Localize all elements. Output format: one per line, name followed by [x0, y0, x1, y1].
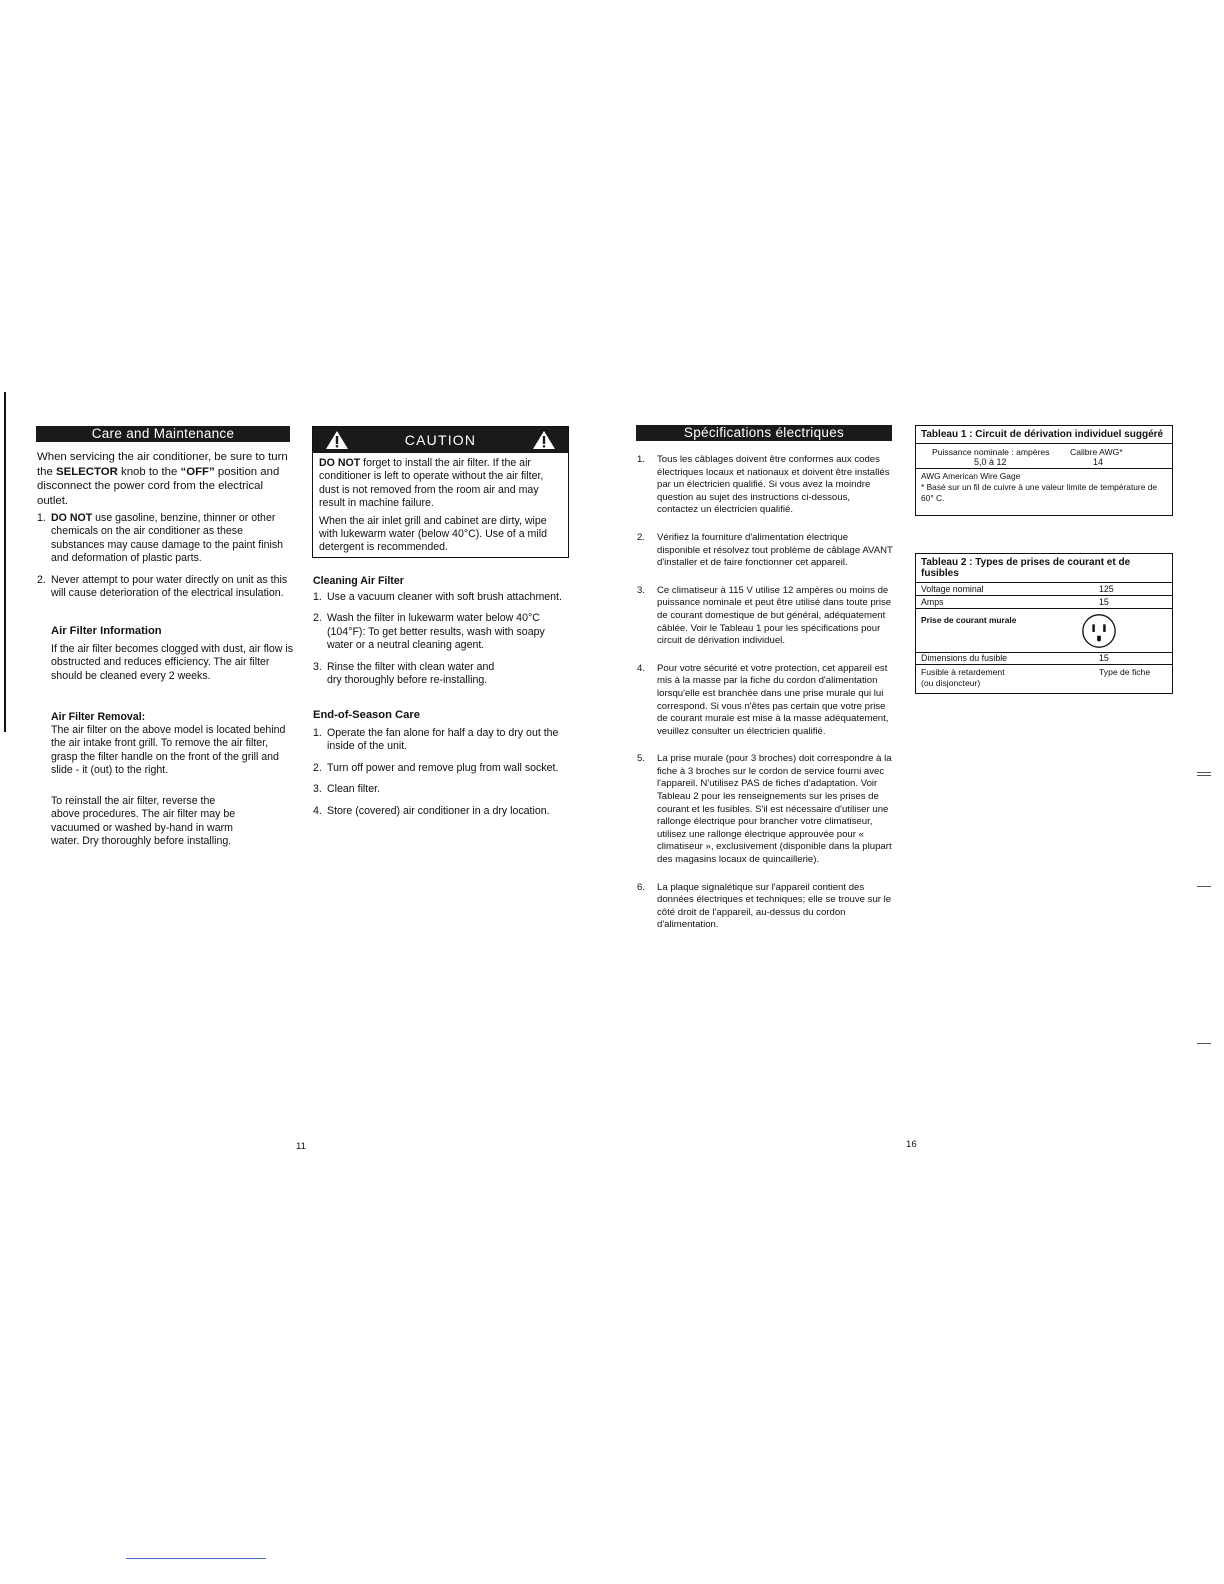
caution-bold: DO NOT: [319, 457, 361, 469]
table-1-col2-value: 14: [1093, 457, 1104, 467]
filter-info-heading: Air Filter Information: [51, 625, 162, 637]
list-item: [637, 454, 893, 517]
table-2-label: Prise de courant murale: [921, 615, 1017, 625]
list-item: [637, 882, 893, 932]
filter-removal-heading: Air Filter Removal:: [51, 711, 146, 723]
list-item: [313, 591, 568, 604]
table-2-value: 15: [1099, 653, 1109, 663]
list-item: [313, 783, 568, 796]
list-item: [637, 585, 893, 648]
list-item-number: 3.: [637, 584, 646, 596]
filter-info-text: If the air filter becomes clogged with dust, air flow is obstructed and reduces efficiency. The air filter should be cleaned every 2 weeks.: [51, 643, 293, 682]
list-item-text: Never attempt to pour water directly on unit as this will cause deterioration of the electrical insulation.: [51, 573, 288, 600]
end-of-season-list: [313, 727, 568, 826]
list-item: [313, 612, 568, 652]
caution-title: CAUTION: [404, 432, 477, 448]
table-1-note-awg: AWG American Wire Gage: [921, 471, 1021, 481]
filter-reinstall-text: To reinstall the air filter, reverse the above procedures. The air filter may be vacuumed or washed by-hand in warm water. Dry thoroughly before installing.: [51, 795, 236, 848]
list-item-text: Ce climatiseur à 115 V utilise 12 ampères ou moins de puissance nominale et peut être utilisé dans toute prise de courant domestique de but général, adéquatement câblée. Voir le Tableau 1 pour les spécifications pour circuit de dérivation individuel.: [657, 584, 892, 647]
intro-mid: knob to the: [117, 465, 181, 478]
intro-selector: SELECTOR: [56, 465, 118, 478]
list-item-text: Vérifiez la fourniture d'alimentation électrique disponible et résolvez tout problème de câblage AVANT d'installer et de faire fonctionner cet appareil.: [657, 531, 893, 569]
list-item-text: Turn off power and remove plug from wall socket.: [327, 761, 559, 774]
list-item-number: 1.: [637, 454, 646, 465]
intro-paragraph: [37, 450, 293, 508]
scan-artifact: [1197, 772, 1211, 773]
table-1-col1-value: 5,0 à 12: [974, 457, 1007, 467]
list-item: [313, 805, 568, 818]
list-item-bold: DO NOT: [51, 512, 93, 524]
table-2: [915, 553, 1173, 694]
table-2-fuse-label-1: Fusible à retardement: [921, 667, 1005, 677]
table-2-title: Tableau 2 : Types de prises de courant et de fusibles: [916, 554, 1172, 583]
table-2-label: Voltage nominal: [921, 584, 984, 594]
intro-off: “OFF”: [180, 465, 215, 478]
table-1-title: Tableau 1 : Circuit de dérivation individuel suggéré: [916, 426, 1172, 444]
list-item-number: 4.: [637, 662, 646, 674]
warning-triangle-icon: [532, 430, 556, 450]
table-1-col2-header: Calibre AWG*: [1070, 447, 1123, 457]
list-item-text: Wash the filter in lukewarm water below 40°C (104°F): To get better results, wash with soapy water or a neutral cleaning agent.: [327, 612, 545, 652]
outlet-icon: [1080, 612, 1118, 650]
table-1-values: [916, 444, 1172, 469]
list-item: [37, 574, 293, 601]
electrical-specs-list: [637, 454, 893, 932]
list-item: [313, 762, 568, 775]
list-item-number: 1.: [313, 727, 322, 739]
binding-rule: [4, 392, 6, 732]
cleaning-heading: Cleaning Air Filter: [313, 575, 404, 587]
table-1-notes: [916, 469, 1172, 506]
caution-paragraph-2: When the air inlet grill and cabinet are dirty, wipe with lukewarm water (below 40°C). Use of a mild detergent is recommended.: [319, 514, 547, 554]
table-2-fuse-label-2: (ou disjoncteur): [921, 678, 981, 688]
care-list: [37, 512, 293, 608]
list-item: [637, 753, 893, 866]
table-2-row: [916, 609, 1172, 653]
intro-post: position and disconnect the power cord from the electrical outlet.: [37, 465, 280, 507]
cleaning-list: [313, 591, 568, 695]
table-2-value: 125: [1099, 584, 1114, 594]
caution-header: [313, 427, 568, 453]
list-item-text: Pour votre sécurité et votre protection, cet appareil est mis à la masse par la fiche du cordon d'alimentation lorsqu'elle est branchée dans une prise murale qui lui correspond. Si vous n'êtes pas certain que votre prise de courant murale est mise à la masse adéquatement, veuillez consulter un électricien qualifié.: [657, 662, 889, 737]
table-2-label: Dimensions du fusible: [921, 653, 1008, 663]
table-2-row: [916, 596, 1172, 609]
caution-text-1: forget to install the air filter. If the air conditioner is left to operate without the air filter, dust is not removed from the room air and may result in machine failure.: [319, 457, 544, 510]
table-2-row: [916, 653, 1172, 665]
care-maintenance-title: Care and Maintenance: [36, 426, 290, 442]
list-item-text: Use a vacuum cleaner with soft brush attachment.: [327, 591, 562, 603]
table-1-note-footnote: * Basé sur un fil de cuivre à une valeur limite de température de 60° C.: [921, 482, 1158, 503]
table-2-plug-type: Type de fiche: [1099, 667, 1151, 677]
electrical-specs-title: Spécifications électriques: [636, 425, 892, 441]
list-item-text: use gasoline, benzine, thinner or other chemicals on the air conditioner as these substances may cause damage to the paint finish and deformation of plastic parts.: [51, 512, 284, 565]
scan-artifact: [1197, 775, 1211, 776]
list-item: [37, 512, 293, 566]
list-item-number: 2.: [37, 573, 46, 586]
table-2-row: [916, 665, 1172, 695]
caution-paragraph-1: [313, 453, 568, 511]
list-item-text: La plaque signalétique sur l'appareil contient des données électriques et techniques; elle se trouve sur le côté droit de l'appareil, au-dessus du cordon d'alimentation.: [657, 881, 892, 931]
list-item-number: 2.: [313, 612, 322, 625]
list-item: [637, 532, 893, 570]
page-number-right: 16: [906, 1139, 917, 1150]
scan-artifact: [1197, 1043, 1211, 1044]
list-item-number: 5.: [637, 753, 646, 765]
table-2-value: 15: [1099, 597, 1109, 607]
list-item-number: 6.: [637, 881, 646, 893]
list-item-text: Rinse the filter with clean water and dry thoroughly before re-installing.: [327, 660, 495, 687]
list-item-text: La prise murale (pour 3 broches) doit correspondre à la fiche à 3 broches sur le cordon de service fourni avec l'appareil. N'utilisez PAS de fiches d'adaptation. Voir Tableau 2 pour les renseignements sur les prises de courant et les fusibles. S'il est nécessaire d'utiliser une rallonge électrique pour brancher votre climatiseur, utilisez une rallonge électrique approuvée pour « climatiseur », exclusivement (disponible dans la plupart des magasins locaux de quincaillerie).: [657, 753, 892, 866]
list-item-text: Operate the fan alone for half a day to dry out the inside of the unit.: [327, 727, 559, 753]
list-item-text: Clean filter.: [327, 783, 380, 796]
scan-artifact: [1197, 886, 1211, 887]
warning-triangle-icon: [325, 430, 349, 450]
list-item-text: Tous les câblages doivent être conformes aux codes électriques locaux et nationaux et doivent être installés par un électricien qualifié. Si vous avez la moindre question au sujet des instructions ci-dessous, contactez un électricien qualifié.: [657, 454, 890, 516]
table-2-label: Amps: [921, 597, 944, 607]
page-number-left: 11: [296, 1141, 306, 1152]
list-item: [637, 663, 893, 739]
list-item-text: Store (covered) air conditioner in a dry location.: [327, 804, 550, 817]
table-2-row: [916, 583, 1172, 596]
list-item-number: 2.: [637, 531, 646, 543]
end-of-season-heading: End-of-Season Care: [313, 709, 420, 721]
caution-box: [312, 426, 569, 558]
list-item-number: 2.: [313, 761, 322, 774]
list-item-number: 1.: [313, 591, 322, 603]
list-item-number: 3.: [313, 660, 322, 673]
list-item-number: 4.: [313, 804, 322, 817]
list-item-number: 1.: [37, 512, 46, 524]
list-item: [313, 661, 568, 688]
table-1-col1-header: Puissance nominale : ampères: [932, 447, 1050, 457]
intro-pre: When servicing the air conditioner, be sure to turn the: [37, 451, 288, 478]
table-1: [915, 425, 1173, 516]
list-item-number: 3.: [313, 783, 322, 796]
filter-removal-text: The air filter on the above model is located behind the air intake front grill. To remove the air filter, grasp the filter handle on the front of the grill and slide - it (out) to the right.: [51, 724, 286, 777]
bottom-rule: [126, 1558, 266, 1559]
list-item: [313, 727, 568, 754]
